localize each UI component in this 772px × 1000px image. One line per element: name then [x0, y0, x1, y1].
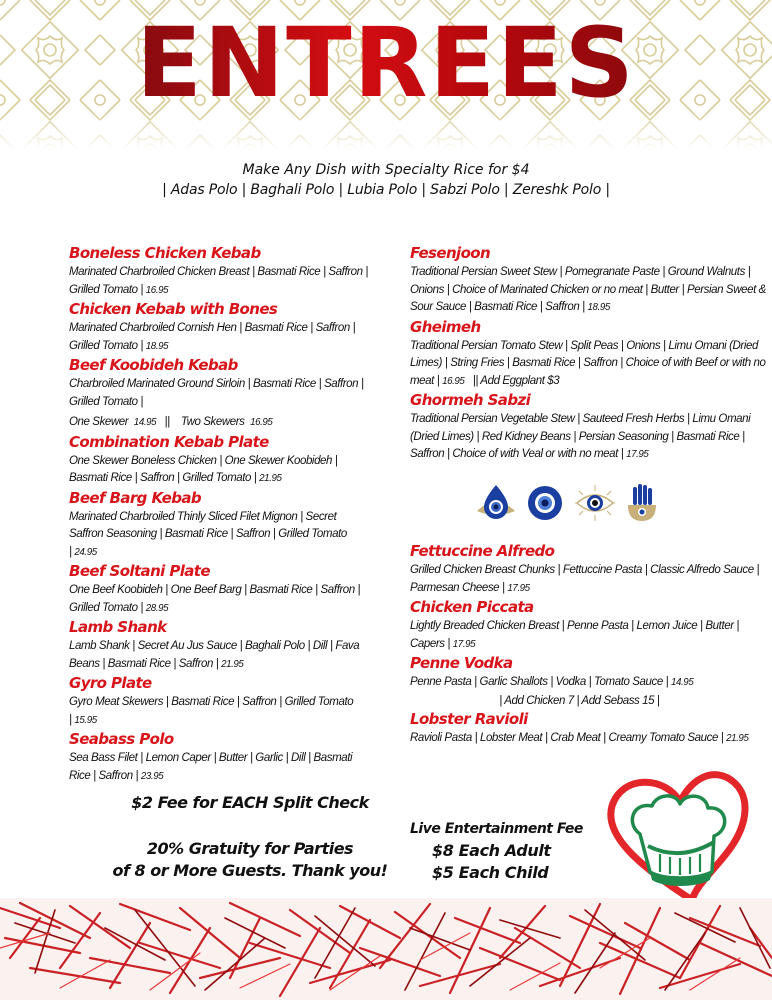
- item-description: One Beef Koobideh | One Beef Barg | Basmati Rice | Saffron | Grilled Tomato |: [69, 582, 361, 614]
- specialty-rice-notice: [0, 160, 772, 200]
- one-skewer-price: 14.95: [133, 416, 157, 428]
- gratuity-line2: of 8 or More Guests. Thank you!: [112, 861, 388, 880]
- item-description: Ravioli Pasta | Lobster Meat | Crab Meat | Creamy Tomato Sauce |: [410, 730, 724, 744]
- item-description: Traditional Persian Vegetable Stew | Sauteed Fresh Herbs | Limu Omani (Dried Limes) | Red Kidney Beans | Persian Seasoning | Basmati Rice | Saffron | Choice of with Veal or with no meat |: [410, 411, 751, 460]
- evil-eye-sun-icon: [573, 483, 617, 523]
- item-name: Boneless Chicken Kebab: [69, 244, 261, 262]
- item-price: 17.95: [626, 448, 649, 460]
- item-name: Beef Koobideh Kebab: [69, 356, 238, 374]
- item-price: 21.95: [221, 657, 244, 670]
- item-price: 17.95: [452, 637, 476, 650]
- item-name: Chicken Piccata: [410, 598, 534, 616]
- evil-eye-drop-icon: [475, 483, 517, 523]
- heart-chef-hat-logo: [600, 768, 760, 908]
- item-name: Ghormeh Sabzi: [410, 391, 531, 409]
- menu-item-combination-kebab-plate: [69, 433, 369, 488]
- item-name: Beef Barg Kebab: [69, 488, 202, 507]
- item-description: Gyro Meat Skewers | Basmati Rice | Saffron | Grilled Tomato |: [69, 694, 354, 726]
- item-price: 21.95: [726, 732, 749, 744]
- item-price: 14.95: [670, 676, 694, 688]
- item-name: Penne Vodka: [410, 654, 513, 672]
- item-description: Lamb Shank | Secret Au Jus Sauce | Baghali Polo | Dill | Fava Beans | Basmati Rice | Saffron |: [69, 638, 360, 670]
- menu-item-fesenjoon: [410, 244, 772, 317]
- menu-item-chicken-kebab-with-bones: [69, 300, 369, 355]
- menu-header: [0, 0, 772, 150]
- item-description: Grilled Chicken Breast Chunks | Fettuccine Pasta | Classic Alfredo Sauce | Parmesan Cheese |: [410, 562, 760, 594]
- item-name: Beef Soltani Plate: [69, 562, 210, 580]
- saffron-threads-image: [0, 898, 772, 1000]
- item-description: Traditional Persian Tomato Stew | Split Peas | Onions | Limu Omani (Dried Limes) | String Fries | Basmati Rice | Saffron | Choice of with Beef or with no meat |: [410, 337, 766, 387]
- two-skewers-label: Two Skewers: [180, 414, 245, 428]
- entertainment-fee: [410, 818, 600, 884]
- item-description: One Skewer Boneless Chicken | One Skewer Koobideh | Basmati Rice | Saffron | Grilled Tomato |: [69, 452, 338, 484]
- right-menu-column-pasta: [410, 542, 772, 749]
- item-name: Seabass Polo: [69, 730, 174, 748]
- menu-item-ghormeh-sabzi: [410, 391, 772, 464]
- item-description: Marinated Charbroiled Thinly Sliced Filet Mignon | Secret Saffron Seasoning | Basmati Rice | Saffron | Grilled Tomato |: [69, 508, 347, 558]
- skewer-options: [69, 413, 370, 432]
- item-price: 18.95: [145, 339, 169, 352]
- item-price: 17.95: [507, 581, 530, 594]
- menu-item-beef-barg-kebab: [69, 489, 369, 562]
- penne-vodka-add-ons: | Add Chicken 7 | Add Sebass 15 |: [499, 692, 660, 707]
- menu-item-lamb-shank: [69, 618, 369, 673]
- saffron-threads-border: [0, 898, 772, 1000]
- add-eggplant-option: || Add Eggplant $3: [472, 372, 560, 387]
- item-description: Penne Pasta | Garlic Shallots | Vodka | Tomato Sauce |: [410, 674, 669, 688]
- split-check-fee: $2 Fee for EACH Split Check: [131, 793, 369, 812]
- page-title: ENTREES: [0, 8, 772, 118]
- policy-notes: [100, 792, 400, 882]
- item-name: Chicken Kebab with Bones: [69, 300, 278, 318]
- menu-item-beef-soltani-plate: [69, 562, 369, 617]
- item-description: Lightly Breaded Chicken Breast | Penne Pasta | Lemon Juice | Butter | Capers |: [410, 618, 740, 650]
- item-name: Lamb Shank: [69, 618, 167, 636]
- menu-item-seabass-polo: [69, 730, 369, 785]
- item-name: Fesenjoon: [410, 244, 491, 262]
- left-menu-column: [69, 244, 369, 786]
- gratuity-notice: [100, 838, 400, 882]
- item-price: 18.95: [587, 301, 610, 313]
- item-price: 16.95: [145, 283, 169, 296]
- item-name: Combination Kebab Plate: [69, 432, 269, 451]
- item-name: Gyro Plate: [69, 674, 152, 692]
- item-price: 16.95: [442, 374, 465, 387]
- evil-eye-round-icon: [525, 483, 565, 523]
- one-skewer-label: One Skewer: [69, 414, 129, 428]
- item-description: Marinated Charbroiled Chicken Breast | Basmati Rice | Saffron | Grilled Tomato |: [69, 264, 369, 296]
- item-price: 23.95: [140, 769, 164, 782]
- menu-item-boneless-chicken-kebab: [69, 244, 369, 299]
- specialty-rice-options: | Adas Polo | Baghali Polo | Lubia Polo | Sabzi Polo | Zereshk Polo |: [162, 182, 610, 198]
- gratuity-line1: 20% Gratuity for Parties: [146, 839, 354, 858]
- menu-item-chicken-piccata: [410, 598, 772, 653]
- item-price: 21.95: [259, 472, 282, 484]
- menu-item-gyro-plate: [69, 674, 369, 729]
- menu-item-penne-vodka: [410, 654, 772, 709]
- right-menu-column-stews: [410, 244, 772, 465]
- item-description: Sea Bass Filet | Lemon Caper | Butter | Garlic | Dill | Basmati Rice | Saffron |: [69, 750, 353, 782]
- menu-item-lobster-ravioli: [410, 710, 772, 748]
- specialty-rice-line1: Make Any Dish with Specialty Rice for $4: [242, 162, 530, 178]
- item-description: Traditional Persian Sweet Stew | Pomegranate Paste | Ground Walnuts | Onions | Choice of Marinated Chicken or no meat | Butter | Persian Sweet & Sour Sauce | Basmati Rice | Saffron |: [410, 264, 766, 313]
- amulet-icons-row: [475, 483, 665, 523]
- item-name: Gheimeh: [410, 317, 481, 336]
- item-description: Charbroiled Marinated Ground Sirloin | Basmati Rice | Saffron | Grilled Tomato |: [69, 376, 364, 408]
- menu-item-beef-koobideh-kebab: [69, 356, 369, 432]
- menu-item-fettuccine-alfredo: [410, 542, 772, 597]
- item-name: Fettuccine Alfredo: [410, 542, 555, 560]
- item-price: 24.95: [74, 545, 97, 558]
- item-description: Marinated Charbroiled Cornish Hen | Basmati Rice | Saffron | Grilled Tomato |: [69, 320, 356, 352]
- adult-fee: $8 Each Adult: [432, 841, 551, 860]
- entertainment-fee-title: Live Entertainment Fee: [410, 821, 583, 837]
- separator: ||: [164, 414, 170, 428]
- item-price: 28.95: [145, 601, 169, 614]
- two-skewers-price: 16.95: [250, 416, 273, 428]
- item-name: Lobster Ravioli: [410, 710, 528, 728]
- item-price: 15.95: [74, 713, 97, 726]
- child-fee: $5 Each Child: [432, 863, 549, 882]
- menu-item-gheimeh: [410, 318, 772, 391]
- hamsa-hand-icon: [625, 483, 659, 523]
